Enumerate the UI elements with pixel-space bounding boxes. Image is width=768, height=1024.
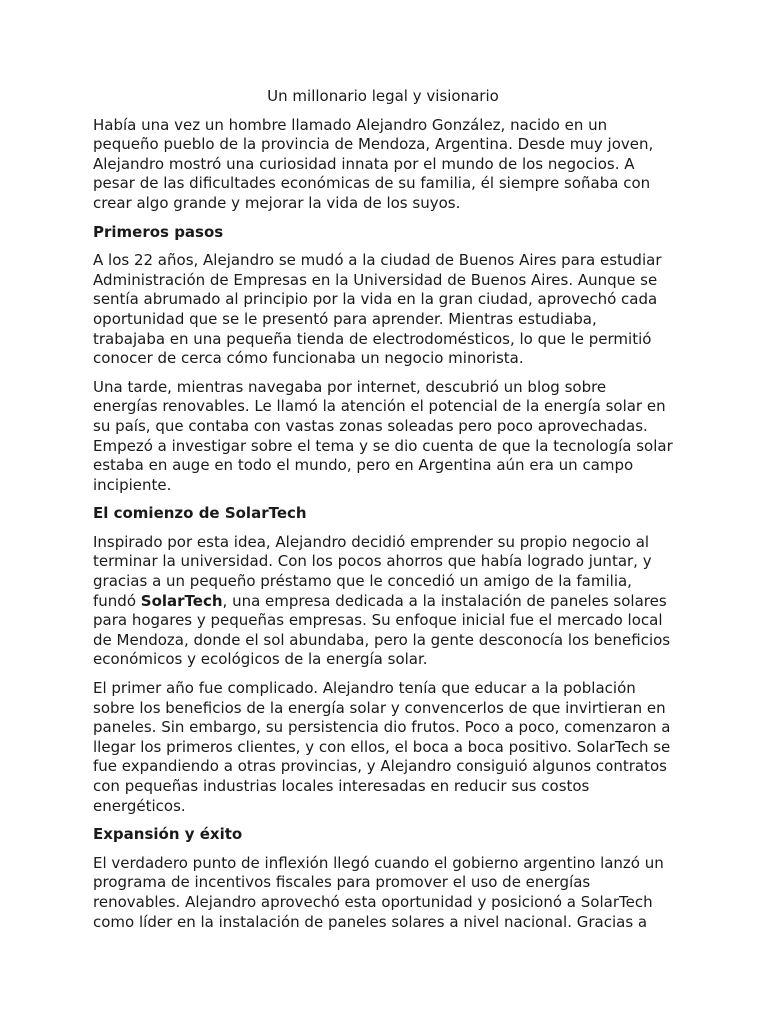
- section-heading-primeros-pasos: Primeros pasos: [93, 222, 224, 241]
- paragraph-founding-before: Inspirado por esta idea, Alejandro decidió emprender su propio negocio al terminar la universidad. Con los pocos ahorros que había logrado juntar, y gracias a un pequeño préstamo que le concedió un amigo de la familia, fundó: [93, 532, 652, 610]
- paragraph-discovery: Una tarde, mientras navegaba por internet, descubrió un blog sobre energías renovables. Le llamó la atención el potencial de la energía solar en su país, que contaba con vastas zonas soleadas pero poco aprovechadas. Empezó a investigar sobre el tema y se dio cuenta de que la tecnología solar estaba en auge en todo el mundo, pero en Argentina aún era un campo incipiente.: [93, 377, 673, 494]
- paragraph-university: A los 22 años, Alejandro se mudó a la ciudad de Buenos Aires para estudiar Administración de Empresas en la Universidad de Buenos Aires. Aunque se sentía abrumado al principio por la vida en la gran ciudad, aprovechó cada oportunidad que se le presentó para aprender. Mientras estudiaba, trabajaba en una pequeña tienda de electrodomésticos, lo que le permitió conocer de cerca cómo funcionaba un negocio minorista.: [93, 251, 662, 368]
- section-heading-expansion: Expansión y éxito: [93, 825, 243, 844]
- paragraph-first-year: El primer año fue complicado. Alejandro tenía que educar a la población sobre los beneficios de la energía solar y convencerlos de que invirtieran en paneles. Sin embargo, su persistencia dio frutos. Poco a poco, comenzaron a llegar los primeros clientes, y con ellos, el boca a boca positivo. SolarTech se fue expandiendo a otras provincias, y Alejandro consiguió algunos contratos con pequeñas industrias locales interesadas en reducir sus costos energéticos.: [93, 679, 671, 815]
- document-title: Un millonario legal y visionario: [267, 87, 499, 105]
- paragraph-intro: Había una vez un hombre llamado Alejandro González, nacido en un pequeño pueblo de la provincia de Mendoza, Argentina. Desde muy joven, Alejandro mostró una curiosidad innata por el mundo de los negocios. A pesar de las dificultades económicas de su familia, él siempre soñaba con crear algo grande y mejorar la vida de los suyos.: [93, 115, 654, 212]
- company-name-bold: SolarTech: [140, 591, 223, 610]
- document-page: [93, 78, 673, 941]
- paragraph-turning-point: El verdadero punto de inflexión llegó cuando el gobierno argentino lanzó un programa de incentivos fiscales para promover el uso de energías renovables. Alejandro aprovechó esta oportunidad y posicionó a SolarTech como líder en la instalación de paneles solares a nivel nacional. Gracias a: [93, 853, 664, 931]
- paragraph-founding: [93, 533, 673, 670]
- section-heading-solartech: El comienzo de SolarTech: [93, 504, 307, 523]
- paragraph-founding-after: , una empresa dedicada a la instalación de paneles solares para hogares y pequeñas empresas. Su enfoque inicial fue el mercado local de Mendoza, donde el sol abundaba, pero la gente desconocía los beneficios económicos y ecológicos de la energía solar.: [93, 591, 671, 669]
